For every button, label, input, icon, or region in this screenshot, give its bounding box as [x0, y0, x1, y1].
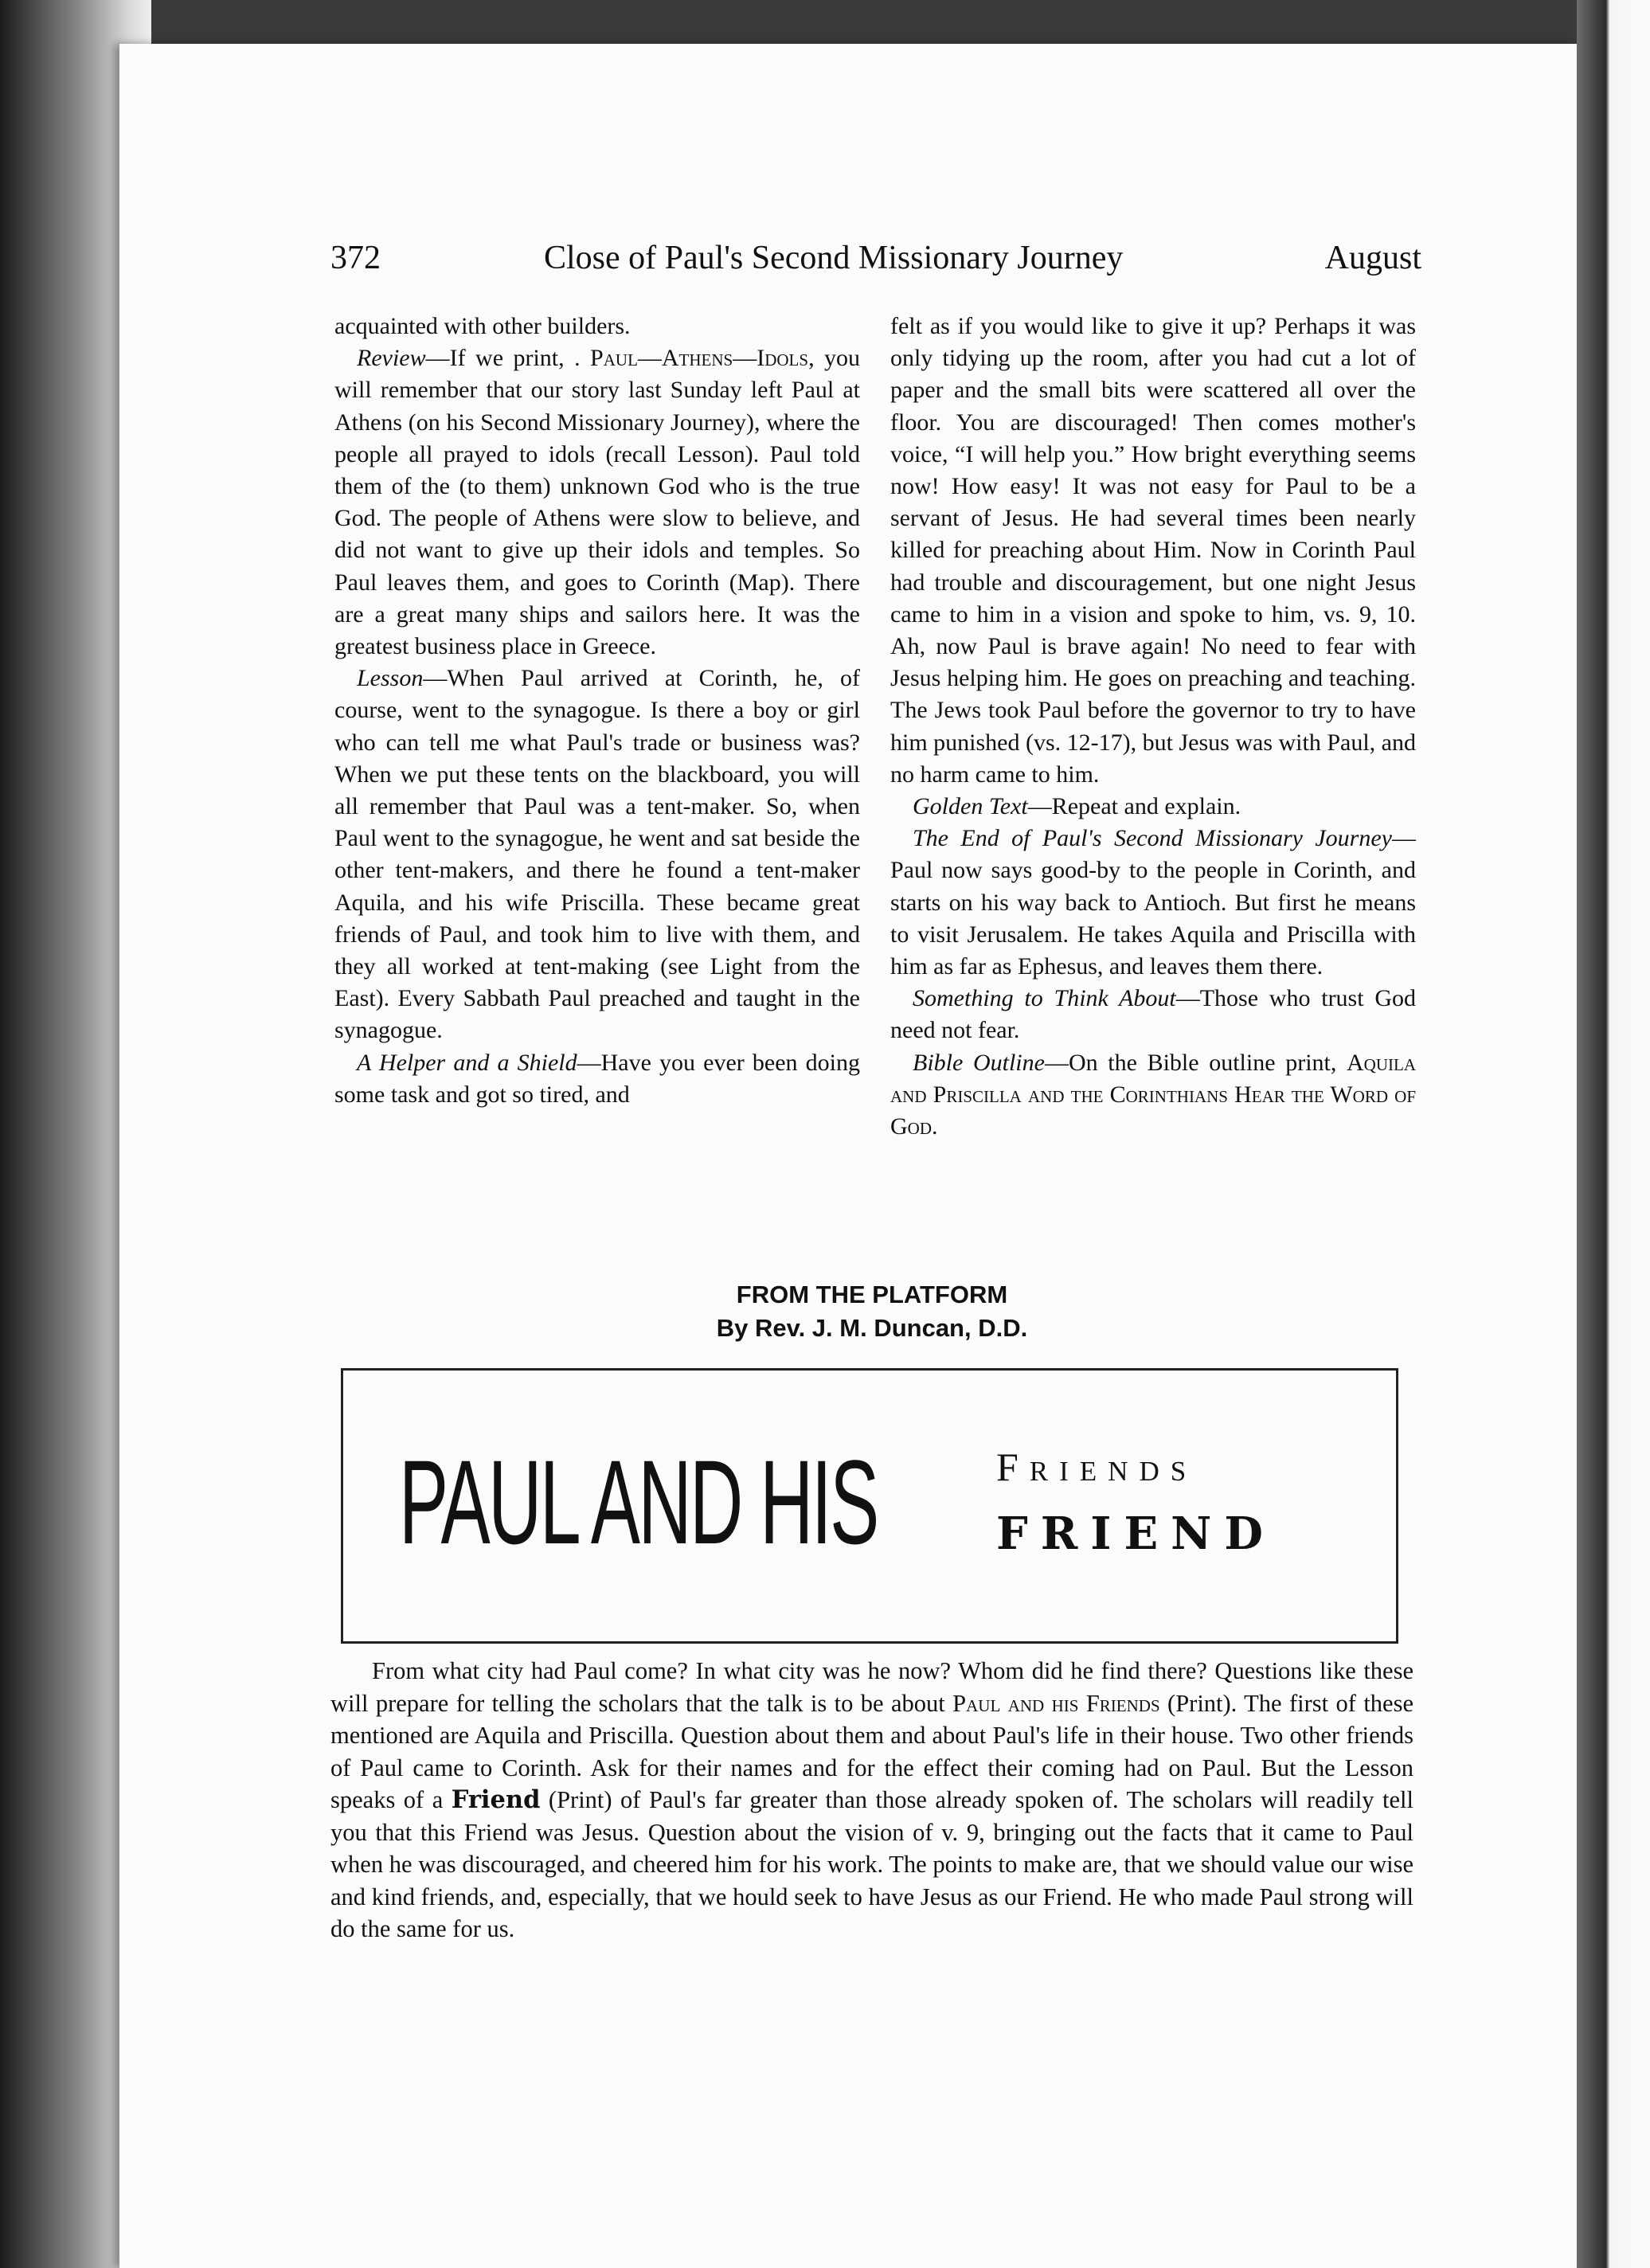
paragraph-think-about — [890, 983, 1416, 1046]
paragraph-review — [334, 342, 860, 663]
friend-blackletter: Friend — [451, 1785, 541, 1814]
book-edge-right — [1577, 0, 1650, 2268]
platform-text-1: From what city had Paul come? In what city was he now? Whom did he find there? Questions like these will prepare for telling the scholars that the talk is to be about — [330, 1657, 1413, 1717]
blackboard-main-text: PAUL AND HIS — [399, 1435, 878, 1569]
platform-heading-block — [334, 1278, 1410, 1345]
platform-paragraph — [330, 1655, 1413, 1945]
page-number: 372 — [330, 240, 381, 276]
review-text-a: —If we print, . — [425, 345, 591, 372]
blackboard-box — [341, 1368, 1398, 1644]
platform-caps: Paul and his Friends — [952, 1689, 1160, 1717]
paragraph-continued — [890, 311, 1416, 791]
golden-text: —Repeat and explain. — [1027, 793, 1241, 820]
platform-body — [330, 1655, 1413, 1945]
lesson-label: Lesson — [357, 665, 424, 692]
review-text-b: , you will remember that our story last Sunday left Paul at Athens (on his Second Missionary Journey), where the people all prayed to idols (recall Lesson). Paul told them of the (to them) unknown God who is the true God. The people of Athens were slow to believe, and did not want to give up their idols and temples. So Paul leaves them, and goes to Corinth (Map). There are a great many ships and sailors here. It was the greatest business place in Greece. — [334, 345, 861, 660]
paragraph-golden-text — [890, 791, 1416, 823]
think-text: —Those who trust God need not fear. — [890, 985, 1416, 1044]
lesson-text: —When Paul arrived at Corinth, he, of course, went to the synagogue. Is there a boy or girl who can tell me what Paul's trade or business was? When we put these tents on the blackboard, you will all remember that Paul was a tent-maker. So, when Paul went to the synagogue, he went and sat beside the other tent-makers, and there he found a tent-maker Aquila, and his wife Priscilla. These became great friends of Paul, and took him to live with them, and they all worked at tent-making (see Light from the East). Every Sabbath Paul preached and taught in the synagogue. — [334, 665, 860, 1044]
outline-caps: Aquila and Priscilla and the Corinthians Hear the Word of God. — [890, 1049, 1416, 1140]
platform-text-2: (Print). The first of these mentioned are Aquila and Priscilla. Question about them and about Paul's life in their house. Two other friends of Paul came to Corinth. Ask for their names and for the effect their coming had on Paul. But the Lesson speaks of a — [330, 1689, 1413, 1813]
blackboard-friends: Friends — [996, 1445, 1198, 1489]
paragraph-lesson — [334, 663, 860, 1046]
page-title: Close of Paul's Second Missionary Journey — [544, 240, 1124, 276]
golden-label: Golden Text — [913, 793, 1028, 820]
outline-text: —On the Bible outline print, — [1044, 1049, 1347, 1076]
paragraph-intro — [334, 311, 860, 342]
end-label: The End of Paul's Second Missionary Journey — [913, 825, 1392, 852]
review-label: Review — [357, 345, 426, 372]
paragraph-helper — [334, 1047, 860, 1111]
right-column — [890, 311, 1416, 1143]
review-caps: Paul—Athens—Idols — [590, 345, 809, 372]
blackboard-friend: FRIEND — [996, 1507, 1276, 1560]
intro-text: acquainted with other builders. — [334, 313, 631, 339]
author-byline: By Rev. J. M. Duncan, D.D. — [716, 1314, 1028, 1342]
continued-text: felt as if you would like to give it up? Perhaps it was only tidying up the room, after you had cut a lot of paper and the small bits were scattered all over the floor. You are discouraged! Then comes mother's voice, “I will help you.” How bright everything seems now! How easy! It was not easy for Paul to be a servant of Jesus. He had several times been nearly killed for preaching about Him. Now in Corinth Paul had trouble and discouragement, but one night Jesus came to him in a vision and spoke to him, vs. 9, 10. Ah, now Paul is brave again! No need to fear with Jesus helping him. He goes on preaching and teaching. The Jews took Paul before the governor to try to have him punished (vs. 12-17), but Jesus was with Paul, and no harm came to him. — [890, 313, 1416, 788]
paragraph-end-of-journey — [890, 823, 1416, 983]
helper-label: A Helper and a Shield — [357, 1049, 577, 1076]
header-month: August — [1324, 240, 1421, 276]
end-text: —Paul now says good-by to the people in Corinth, and starts on his way back to Antioch. But first he means to visit Jerusalem. He takes Aquila and Priscilla with him as far as Ephesus, and leaves them there. — [890, 825, 1416, 980]
running-header — [330, 239, 1421, 287]
left-column — [334, 311, 860, 1111]
outline-label: Bible Outline — [913, 1049, 1045, 1076]
platform-text-3: (Print) of Paul's far greater than those already spoken of. The scholars will readily tell you that this Friend was Jesus. Question about the vision of v. 9, bringing out the facts that it came to Paul when he was discouraged, and cheered him for his work. The points to make are, that we should value our wise and kind friends, and, especially, that we hould seek to have Jesus as our Friend. He who made Paul strong will do the same for us. — [330, 1786, 1413, 1942]
helper-text: —Have you ever been doing some task and got so tired, and — [334, 1049, 860, 1108]
think-label: Something to Think About — [913, 985, 1176, 1012]
paragraph-bible-outline — [890, 1047, 1416, 1144]
section-heading: FROM THE PLATFORM — [736, 1281, 1008, 1308]
